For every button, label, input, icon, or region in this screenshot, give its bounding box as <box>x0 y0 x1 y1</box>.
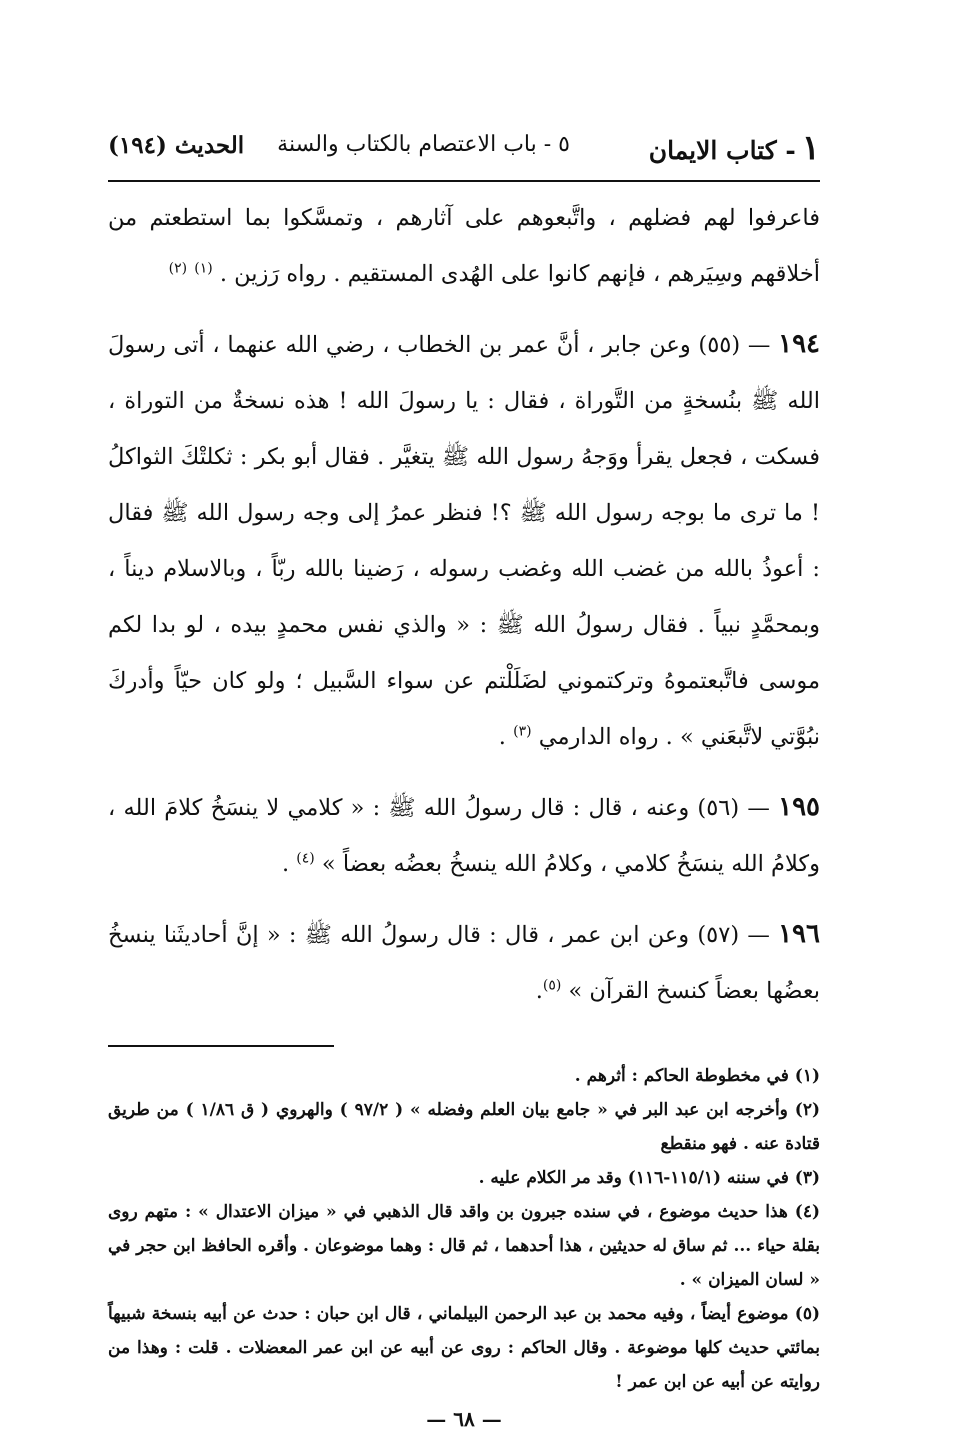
footnote-ref: (١) <box>194 260 213 277</box>
footnotes <box>108 1059 820 1399</box>
footnote-5: (٥) موضوع أيضاً ، وفيه محمد بن عبد الرحمن البيلماني ، قال ابن حبان : حدث عن أبيه بنسخة شبيهاً بمائتي حديث كلها موضوعة . وقال الحاكم : روى عن أبيه عن ابن عمر المعضلات . قلت : وهذا من روايته عن أبيه عن ابن عمر ! <box>108 1304 820 1392</box>
footnote-2: (٢) وأخرجه ابن عبد البر في « جامع بيان العلم وفضله » ( ٩٧/٢ ) والهروي ( ق ١/٨٦ ) من طريق قتادة عنه . فهو منقطع <box>108 1100 820 1154</box>
hadith-range: الحديث (١٩٤) <box>108 132 245 159</box>
footnote-4: (٤) هذا حديث موضوع ، في سنده جبرون بن واقد قال الذهبي في « ميزان الاعتدال » : متهم روى بقلة حياء ... ثم ساق له حديثين ، هذا أحدهما ، ثم قال : وهما موضوعان . وأقره الحافظ ابن حجر في « لسان الميزان » . <box>108 1202 820 1290</box>
footnote-ref: (٣) <box>513 723 532 740</box>
hadith-text: — (٥٥) وعن جابر ، أنَّ عمر بن الخطاب ، رضي الله عنهما ، أتى رسولَ الله ﷺ بنُسخةٍ من التَّوراة ، فقال : يا رسولَ الله ! هذه نسخةٌ من التوراة ، فسكت ، فجعل يقرأ ووَجهُ رسول الله ﷺ يتغيَّر . فقال أبو بكر : ثكلتْكَ الثواكلُ ! ما ترى ما بوجه رسول الله ﷺ ؟! فنظر عمرُ إلى وجه رسول الله ﷺ فقال : أعوذُ بالله من غضب الله وغضب رسوله ، رَضينا بالله ربّاً ، وبالاسلام ديناً ، وبمحمَّدٍ نبياً . فقال رسولُ الله ﷺ : « والذي نفس محمدٍ بيده ، لو بدا لكم موسى فاتَّبعتموهُ وتركتموني لضَلَلْتم عن سواء السَّبيل ؛ ولو كان حيّاً وأدركَ نبُوَّتي لاتَّبعَني » . رواه الدارمي <box>108 332 820 750</box>
footnote-divider <box>108 1045 334 1047</box>
footnote-ref: (٤) <box>296 850 315 867</box>
running-header <box>108 118 820 182</box>
intro-text: فاعرفوا لهم فضلهم ، واتَّبعوهم على آثارهم ، وتمسَّكوا بما استطعتم من أخلاقهم وسِيَرهم ، فإنهم كانوا على الهُدى المستقيم . رواه رَزين . <box>108 205 820 287</box>
footnote-3: (٣) في سننه (١١٥/١-١١٦) وقد مر الكلام عليه . <box>478 1168 820 1188</box>
hadith-number: ١٩٦ <box>778 919 820 949</box>
footnote-1: (١) في مخطوطة الحاكم : أثرهم . <box>574 1066 820 1086</box>
hadith-number: ١٩٤ <box>778 329 821 359</box>
chapter-title <box>649 128 820 168</box>
hadith-number: ١٩٥ <box>778 792 821 822</box>
hadith-text: — (٥٧) وعن ابن عمر ، قال : قال رسولُ الله ﷺ : « إنَّ أحاديثَنا ينسخُ بعضُها بعضاً كنسخ القرآن » <box>108 922 820 1004</box>
footnote-ref: (٢) <box>168 260 188 277</box>
chapter-name: - كتاب الايمان <box>648 136 796 165</box>
section-title: ٥ - باب الاعتصام بالكتاب والسنة <box>277 132 570 157</box>
footnote-ref: (٥) <box>542 977 562 994</box>
chapter-number: ١ <box>801 128 820 168</box>
intro-paragraph <box>108 190 820 302</box>
footnote-rule-wrap <box>108 1045 820 1047</box>
hadith-text: — (٥٦) وعنه ، قال : قال رسولُ الله ﷺ : « كلامي لا ينسَخُ كلامَ الله ، وكلامُ الله ينسَخُ كلامي ، وكلامُ الله ينسخُ بعضُه بعضاً » <box>108 795 820 877</box>
hadith-194: ١٩٤ — (٥٥) وعن جابر ، أنَّ عمر بن الخطاب ، رضي الله عنهما ، أتى رسولَ الله ﷺ بنُسخةٍ من التَّوراة ، فقال : يا رسولَ الله ! هذه نسخةٌ من التوراة ، فسكت ، فجعل يقرأ ووَجهُ رسول الله ﷺ يتغيَّر . فقال أبو بكر : ثكلتْكَ الثواكلُ ! ما ترى ما بوجه رسول الله ﷺ ؟! فنظر عمرُ إلى وجه رسول الله ﷺ فقال : أعوذُ بالله من غضب الله وغضب رسوله ، رَضينا بالله ربّاً ، وبالاسلام ديناً ، وبمحمَّدٍ نبياً . فقال رسولُ الله ﷺ : « والذي نفس محمدٍ بيده ، لو بدا لكم موسى فاتَّبعتموهُ وتركتموني لضَلَلْتم عن سواء السَّبيل ؛ ولو كان حيّاً وأدركَ نبُوَّتي لاتَّبعَني » . رواه الدارمي $^{(٣)}$ . <box>108 329 821 750</box>
page-number: — ٦٨ — <box>426 1407 502 1431</box>
book-page <box>108 118 821 1431</box>
hadith-195: ١٩٥ — (٥٦) وعنه ، قال : قال رسولُ الله ﷺ : « كلامي لا ينسَخُ كلامَ الله ، وكلامُ الله ينسَخُ كلامي ، وكلامُ الله ينسخُ بعضُه بعضاً » $^{(٤)}$ . <box>108 792 821 877</box>
main-text <box>108 190 820 1019</box>
hadith-196: ١٩٦ — (٥٧) وعن ابن عمر ، قال : قال رسولُ الله ﷺ : « إنَّ أحاديثَنا ينسخُ بعضُها بعضاً كنسخ القرآن » $^{(٥)}$. <box>108 919 820 1004</box>
